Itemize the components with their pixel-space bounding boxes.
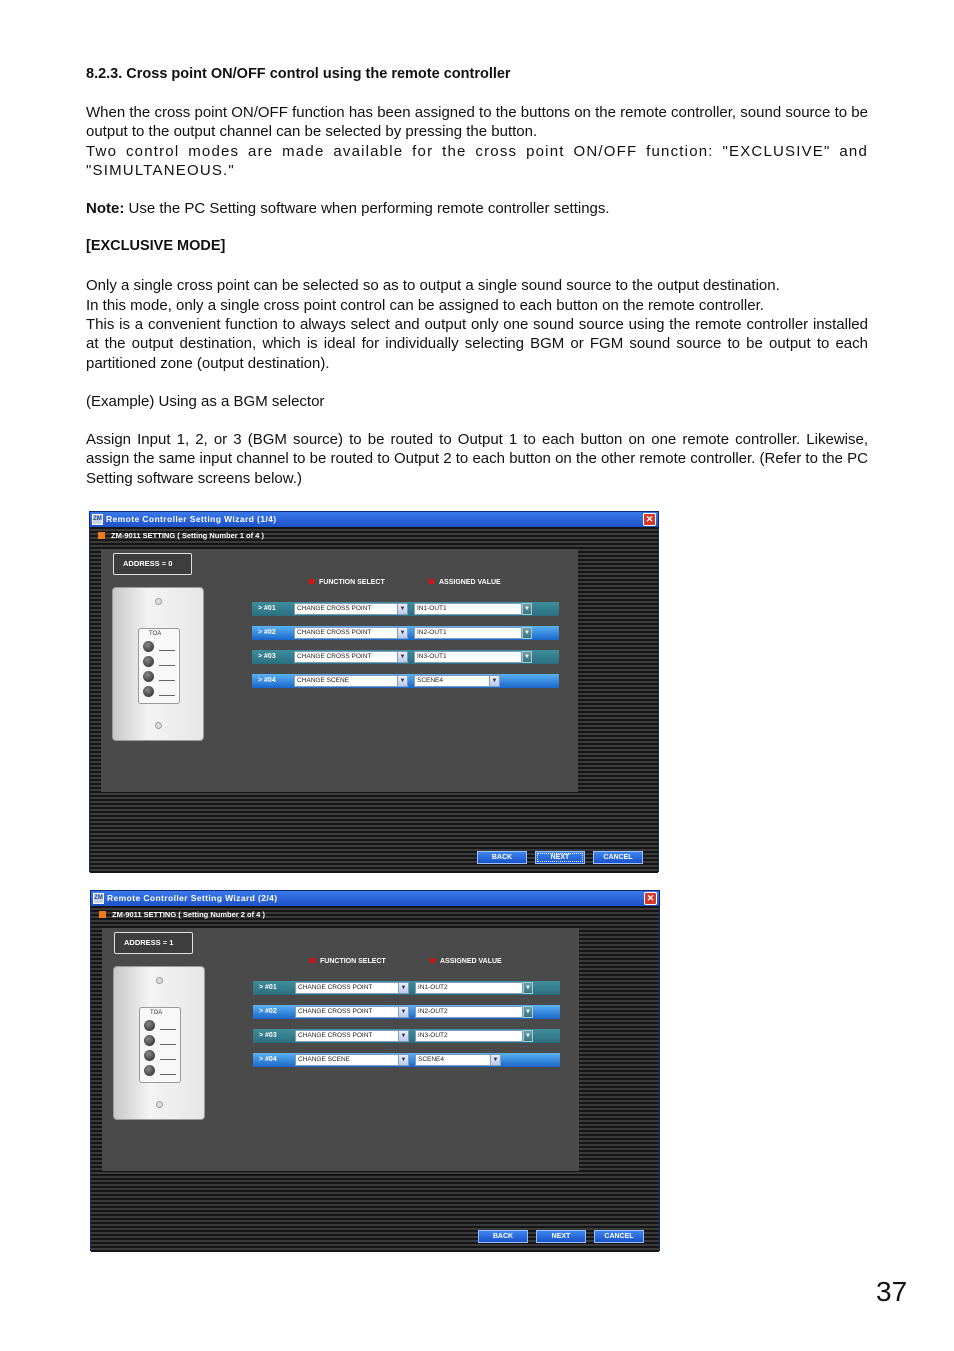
button-row bbox=[252, 602, 559, 616]
back-button[interactable]: BACK bbox=[477, 851, 527, 864]
exclusive-line-2: In this mode, only a single cross point control can be assigned to each button on the remote controller. bbox=[86, 297, 764, 314]
assigned-value: SCENE4 bbox=[418, 1056, 445, 1063]
function-select-header-text: FUNCTION SELECT bbox=[319, 579, 385, 586]
device-button-2 bbox=[143, 656, 154, 667]
function-select-header bbox=[309, 579, 385, 586]
screw-icon bbox=[156, 977, 163, 984]
assigned-value-select[interactable] bbox=[414, 627, 522, 639]
screw-icon bbox=[155, 722, 162, 729]
assigned-value: IN1-OUT1 bbox=[417, 605, 447, 612]
red-dot-icon bbox=[429, 579, 434, 584]
chevron-down-icon[interactable]: ▼ bbox=[398, 983, 408, 993]
note-text: Use the PC Setting software when performing remote controller settings. bbox=[124, 200, 610, 217]
assigned-value-select[interactable] bbox=[414, 675, 500, 687]
device-button-4 bbox=[144, 1065, 155, 1076]
button-number: > #02 bbox=[259, 1008, 277, 1015]
device-logo: TOA bbox=[150, 1010, 163, 1016]
red-dot-icon bbox=[309, 579, 314, 584]
label-line bbox=[159, 650, 175, 651]
function-select-value: CHANGE CROSS POINT bbox=[298, 1032, 373, 1039]
assigned-value-select[interactable] bbox=[415, 1030, 523, 1042]
back-button[interactable]: BACK bbox=[478, 1230, 528, 1243]
device-faceplate bbox=[138, 628, 180, 704]
function-select[interactable] bbox=[294, 675, 408, 687]
assigned-value-select[interactable] bbox=[414, 651, 522, 663]
assigned-value-select[interactable] bbox=[414, 603, 522, 615]
assigned-value: IN2-OUT1 bbox=[417, 629, 447, 636]
assigned-value: IN3-OUT1 bbox=[417, 653, 447, 660]
wizard-client-area bbox=[90, 527, 658, 873]
value-dropdown-icon[interactable]: ▼ bbox=[523, 982, 533, 994]
label-line bbox=[159, 695, 175, 696]
assigned-value-select[interactable] bbox=[415, 1006, 523, 1018]
chevron-down-icon[interactable]: ▼ bbox=[398, 1055, 408, 1065]
red-dot-icon bbox=[430, 958, 435, 963]
label-line bbox=[159, 665, 175, 666]
page-number: 37 bbox=[876, 1276, 908, 1307]
close-icon[interactable]: ✕ bbox=[643, 513, 656, 526]
remote-controller-image bbox=[112, 587, 204, 741]
label-line bbox=[160, 1074, 176, 1075]
button-number: > #04 bbox=[258, 677, 276, 684]
button-row bbox=[252, 674, 559, 688]
function-select[interactable] bbox=[294, 651, 408, 663]
note-paragraph bbox=[86, 199, 868, 218]
app-icon: ZM bbox=[92, 514, 103, 525]
button-row bbox=[252, 626, 559, 640]
function-select-header bbox=[310, 958, 386, 965]
setting-label bbox=[99, 910, 265, 919]
function-select[interactable] bbox=[295, 1030, 409, 1042]
function-select-value: CHANGE CROSS POINT bbox=[298, 1008, 373, 1015]
label-line bbox=[159, 680, 175, 681]
device-faceplate bbox=[139, 1007, 181, 1083]
section-heading: 8.2.3. Cross point ON/OFF control using the remote controller bbox=[86, 66, 511, 82]
chevron-down-icon[interactable]: ▼ bbox=[397, 676, 407, 686]
button-row bbox=[253, 1005, 560, 1019]
red-dot-icon bbox=[310, 958, 315, 963]
function-select[interactable] bbox=[295, 1054, 409, 1066]
assign-paragraph: Assign Input 1, 2, or 3 (BGM source) to be routed to Output 1 to each button on one remote controller. Likewise, assign the same input channel to be routed to Output 2 to each button on the other remote controller. (Refer to the PC Setting software screens below.) bbox=[86, 431, 868, 487]
screw-icon bbox=[156, 1101, 163, 1108]
assigned-value-select[interactable] bbox=[415, 982, 523, 994]
function-select-value: CHANGE SCENE bbox=[297, 677, 350, 684]
assigned-value-header bbox=[429, 579, 501, 586]
function-select-value: CHANGE CROSS POINT bbox=[298, 984, 373, 991]
exclusive-mode-heading: [EXCLUSIVE MODE] bbox=[86, 238, 226, 254]
value-dropdown-icon[interactable]: ▼ bbox=[522, 603, 532, 615]
chevron-down-icon[interactable]: ▼ bbox=[489, 676, 499, 686]
button-row bbox=[253, 1029, 560, 1043]
device-button-4 bbox=[143, 686, 154, 697]
function-select[interactable] bbox=[295, 1006, 409, 1018]
label-line bbox=[160, 1059, 176, 1060]
button-row bbox=[252, 650, 559, 664]
button-number: > #04 bbox=[259, 1056, 277, 1063]
orange-square-icon bbox=[98, 532, 105, 539]
note-label: Note: bbox=[86, 200, 125, 217]
function-select[interactable] bbox=[294, 627, 408, 639]
example-line: (Example) Using as a BGM selector bbox=[86, 393, 325, 410]
value-dropdown-icon[interactable]: ▼ bbox=[523, 1030, 533, 1042]
setting-label-text: ZM-9011 SETTING ( Setting Number 1 of 4 ) bbox=[111, 531, 264, 540]
button-number: > #03 bbox=[259, 1032, 277, 1039]
function-select-value: CHANGE SCENE bbox=[298, 1056, 351, 1063]
label-line bbox=[160, 1044, 176, 1045]
address-label: ADDRESS = 1 bbox=[114, 932, 193, 954]
intro-paragraph-2: Two control modes are made available for the cross point ON/OFF function: "EXCLUSIVE" and "SIMULTANEOUS." bbox=[86, 143, 868, 180]
device-button-2 bbox=[144, 1035, 155, 1046]
title-bar bbox=[90, 512, 658, 527]
next-button[interactable]: NEXT bbox=[536, 1230, 586, 1243]
title-bar bbox=[91, 891, 659, 906]
remote-controller-image bbox=[113, 966, 205, 1120]
assigned-value: IN1-OUT2 bbox=[418, 984, 448, 991]
exclusive-line-3: This is a convenient function to always select and output only one sound source using the remote controller installed at the output destination, which is ideal for individually selecting BGM or FGM sound source to be output to each partitioned zone (output destination). bbox=[86, 316, 868, 372]
close-icon[interactable]: ✕ bbox=[644, 892, 657, 905]
chevron-down-icon[interactable]: ▼ bbox=[490, 1055, 500, 1065]
app-icon: ZM bbox=[93, 893, 104, 904]
window-title: Remote Controller Setting Wizard (1/4) bbox=[106, 514, 277, 524]
function-select[interactable] bbox=[294, 603, 408, 615]
assigned-value-select[interactable] bbox=[415, 1054, 501, 1066]
window-title: Remote Controller Setting Wizard (2/4) bbox=[107, 893, 278, 903]
assigned-value: SCENE4 bbox=[417, 677, 444, 684]
cancel-button[interactable]: CANCEL bbox=[593, 851, 643, 864]
device-button-3 bbox=[143, 671, 154, 682]
button-number: > #03 bbox=[258, 653, 276, 660]
chevron-down-icon[interactable]: ▼ bbox=[398, 1031, 408, 1041]
assigned-value-header bbox=[430, 958, 502, 965]
button-row bbox=[253, 981, 560, 995]
chevron-down-icon[interactable]: ▼ bbox=[397, 628, 407, 638]
wizard-client-area bbox=[91, 906, 659, 1252]
function-select-value: CHANGE CROSS POINT bbox=[297, 653, 372, 660]
screw-icon bbox=[155, 598, 162, 605]
label-line bbox=[160, 1029, 176, 1030]
button-row bbox=[253, 1053, 560, 1067]
assigned-value-header-text: ASSIGNED VALUE bbox=[439, 579, 501, 586]
device-button-3 bbox=[144, 1050, 155, 1061]
function-select-header-text: FUNCTION SELECT bbox=[320, 958, 386, 965]
wizard-window-2 bbox=[90, 890, 660, 1251]
assigned-value: IN2-OUT2 bbox=[418, 1008, 448, 1015]
device-logo: TOA bbox=[149, 631, 162, 637]
button-number: > #01 bbox=[258, 605, 276, 612]
orange-square-icon bbox=[99, 911, 106, 918]
chevron-down-icon[interactable]: ▼ bbox=[398, 1007, 408, 1017]
function-select-value: CHANGE CROSS POINT bbox=[297, 605, 372, 612]
exclusive-line-1: Only a single cross point can be selected so as to output a single sound source to the output destination. bbox=[86, 277, 780, 294]
value-dropdown-icon[interactable]: ▼ bbox=[522, 627, 532, 639]
device-button-1 bbox=[143, 641, 154, 652]
value-dropdown-icon[interactable]: ▼ bbox=[522, 651, 532, 663]
wizard-window-1 bbox=[89, 511, 659, 872]
chevron-down-icon[interactable]: ▼ bbox=[397, 652, 407, 662]
setting-label-text: ZM-9011 SETTING ( Setting Number 2 of 4 ) bbox=[112, 910, 265, 919]
button-number: > #02 bbox=[258, 629, 276, 636]
address-label: ADDRESS = 0 bbox=[113, 553, 192, 575]
setting-label bbox=[98, 531, 264, 540]
chevron-down-icon[interactable]: ▼ bbox=[397, 604, 407, 614]
device-button-1 bbox=[144, 1020, 155, 1031]
next-button[interactable]: NEXT bbox=[535, 851, 585, 864]
value-dropdown-icon[interactable]: ▼ bbox=[523, 1006, 533, 1018]
intro-paragraph-1: When the cross point ON/OFF function has been assigned to the buttons on the remote controller, sound source to be output to the output channel can be selected by pressing the button. bbox=[86, 104, 868, 141]
button-number: > #01 bbox=[259, 984, 277, 991]
assigned-value-header-text: ASSIGNED VALUE bbox=[440, 958, 502, 965]
function-select-value: CHANGE CROSS POINT bbox=[297, 629, 372, 636]
cancel-button[interactable]: CANCEL bbox=[594, 1230, 644, 1243]
assigned-value: IN3-OUT2 bbox=[418, 1032, 448, 1039]
function-select[interactable] bbox=[295, 982, 409, 994]
